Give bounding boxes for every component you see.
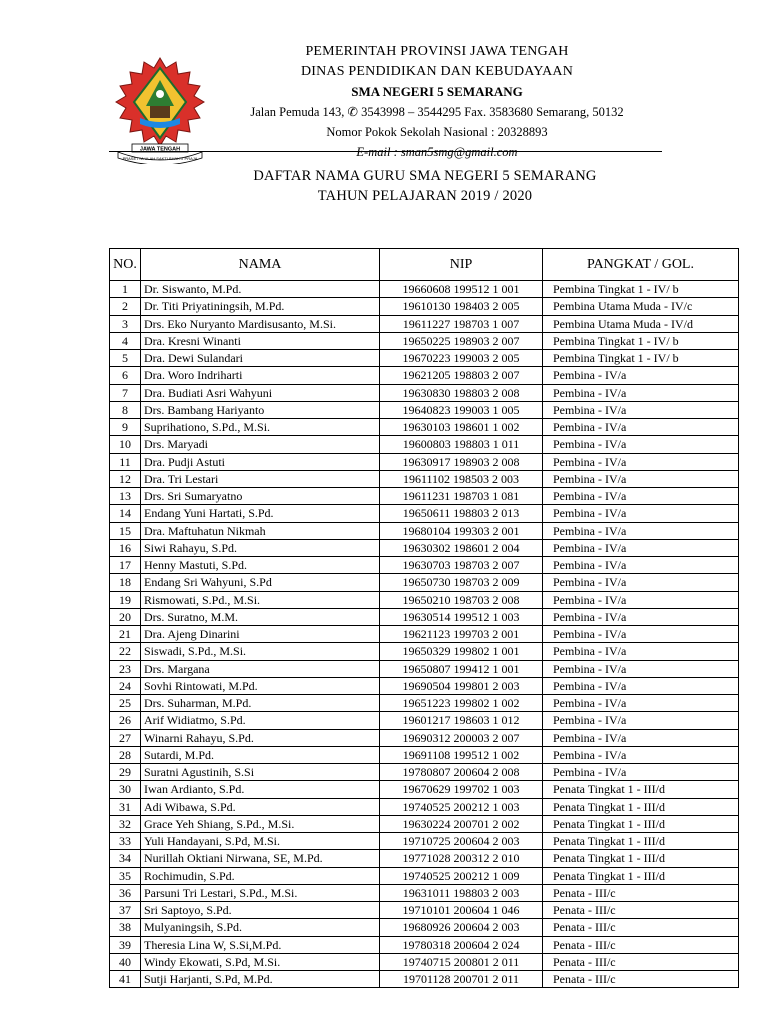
cell-no: 10 <box>110 436 141 453</box>
cell-nip: 19780318 200604 2 024 <box>380 936 543 953</box>
table-row <box>110 729 739 746</box>
cell-nama: Rochimudin, S.Pd. <box>141 867 380 884</box>
table-row <box>110 781 739 798</box>
cell-nip: 19740525 200212 1 009 <box>380 867 543 884</box>
cell-nip: 19650329 199802 1 001 <box>380 643 543 660</box>
cell-no: 28 <box>110 746 141 763</box>
cell-pangkat: Pembina - IV/a <box>543 522 739 539</box>
cell-no: 4 <box>110 332 141 349</box>
table-row <box>110 315 739 332</box>
cell-no: 26 <box>110 712 141 729</box>
cell-no: 39 <box>110 936 141 953</box>
cell-nip: 19650225 198903 2 007 <box>380 332 543 349</box>
cell-nip: 19621123 199703 2 001 <box>380 626 543 643</box>
cell-pangkat: Pembina - IV/a <box>543 695 739 712</box>
table-row <box>110 660 739 677</box>
cell-pangkat: Pembina - IV/a <box>543 746 739 763</box>
cell-pangkat: Pembina Tingkat 1 - IV/ b <box>543 281 739 298</box>
cell-pangkat: Pembina - IV/a <box>543 419 739 436</box>
teacher-table <box>109 248 739 988</box>
cell-nama: Sutji Harjanti, S.Pd, M.Pd. <box>141 971 380 988</box>
cell-pangkat: Pembina Tingkat 1 - IV/ b <box>543 350 739 367</box>
cell-nama: Drs. Bambang Hariyanto <box>141 401 380 418</box>
cell-pangkat: Pembina - IV/a <box>543 660 739 677</box>
cell-no: 2 <box>110 298 141 315</box>
cell-nip: 19621205 198803 2 007 <box>380 367 543 384</box>
cell-pangkat: Pembina - IV/a <box>543 453 739 470</box>
cell-nama: Dra. Kresni Winanti <box>141 332 380 349</box>
cell-pangkat: Pembina Utama Muda - IV/c <box>543 298 739 315</box>
cell-pangkat: Pembina - IV/a <box>543 591 739 608</box>
table-row <box>110 453 739 470</box>
cell-nip: 19650807 199412 1 001 <box>380 660 543 677</box>
column-header-no: NO. <box>110 249 141 281</box>
cell-no: 8 <box>110 401 141 418</box>
cell-nip: 19710101 200604 1 046 <box>380 902 543 919</box>
cell-pangkat: Pembina - IV/a <box>543 626 739 643</box>
cell-nip: 19651223 199802 1 002 <box>380 695 543 712</box>
cell-nip: 19690312 200003 2 007 <box>380 729 543 746</box>
cell-pangkat: Pembina - IV/a <box>543 401 739 418</box>
table-row <box>110 367 739 384</box>
cell-no: 14 <box>110 505 141 522</box>
cell-nama: Drs. Suratno, M.M. <box>141 608 380 625</box>
province-emblem-icon <box>104 54 216 164</box>
cell-no: 3 <box>110 315 141 332</box>
cell-nip: 19630302 198601 2 004 <box>380 539 543 556</box>
table-row <box>110 591 739 608</box>
cell-nip: 19691108 199512 1 002 <box>380 746 543 763</box>
cell-no: 38 <box>110 919 141 936</box>
cell-nama: Henny Mastuti, S.Pd. <box>141 557 380 574</box>
cell-pangkat: Pembina Utama Muda - IV/d <box>543 315 739 332</box>
cell-no: 19 <box>110 591 141 608</box>
table-row <box>110 902 739 919</box>
table-row <box>110 332 739 349</box>
cell-nip: 19710725 200604 2 003 <box>380 833 543 850</box>
cell-pangkat: Pembina - IV/a <box>543 470 739 487</box>
cell-pangkat: Penata Tingkat 1 - III/d <box>543 850 739 867</box>
cell-pangkat: Penata Tingkat 1 - III/d <box>543 781 739 798</box>
cell-no: 34 <box>110 850 141 867</box>
cell-pangkat: Pembina - IV/a <box>543 729 739 746</box>
cell-nip: 19680926 200604 2 003 <box>380 919 543 936</box>
table-row <box>110 436 739 453</box>
cell-no: 23 <box>110 660 141 677</box>
cell-no: 17 <box>110 557 141 574</box>
cell-pangkat: Pembina - IV/a <box>543 436 739 453</box>
cell-pangkat: Pembina - IV/a <box>543 764 739 781</box>
cell-no: 18 <box>110 574 141 591</box>
cell-nip: 19660608 199512 1 001 <box>380 281 543 298</box>
table-row <box>110 401 739 418</box>
letterhead-divider <box>109 151 662 152</box>
table-row <box>110 746 739 763</box>
cell-nama: Grace Yeh Shiang, S.Pd., M.Si. <box>141 815 380 832</box>
cell-no: 6 <box>110 367 141 384</box>
school-email: E-mail : sman5smg@gmail.com <box>356 145 518 159</box>
cell-nama: Endang Yuni Hartati, S.Pd. <box>141 505 380 522</box>
cell-pangkat: Pembina - IV/a <box>543 367 739 384</box>
table-row <box>110 712 739 729</box>
cell-nip: 19670629 199702 1 003 <box>380 781 543 798</box>
cell-nip: 19611102 198503 2 003 <box>380 470 543 487</box>
cell-pangkat: Pembina - IV/a <box>543 557 739 574</box>
table-row <box>110 470 739 487</box>
table-row <box>110 815 739 832</box>
letterhead-text <box>222 42 652 162</box>
cell-no: 20 <box>110 608 141 625</box>
cell-no: 22 <box>110 643 141 660</box>
cell-pangkat: Pembina - IV/a <box>543 488 739 505</box>
cell-nama: Sovhi Rintowati, M.Pd. <box>141 677 380 694</box>
cell-pangkat: Penata - III/c <box>543 919 739 936</box>
cell-nama: Suprihationo, S.Pd., M.Si. <box>141 419 380 436</box>
cell-no: 16 <box>110 539 141 556</box>
table-row <box>110 298 739 315</box>
table-row <box>110 608 739 625</box>
cell-nama: Dra. Ajeng Dinarini <box>141 626 380 643</box>
cell-nip: 19600803 198803 1 011 <box>380 436 543 453</box>
cell-nama: Mulyaningsih, S.Pd. <box>141 919 380 936</box>
cell-nama: Dra. Dewi Sulandari <box>141 350 380 367</box>
table-row <box>110 505 739 522</box>
table-header-row <box>110 249 739 281</box>
cell-pangkat: Pembina Tingkat 1 - IV/ b <box>543 332 739 349</box>
column-header-nama: NAMA <box>141 249 380 281</box>
cell-no: 29 <box>110 764 141 781</box>
cell-no: 32 <box>110 815 141 832</box>
cell-pangkat: Pembina - IV/a <box>543 505 739 522</box>
cell-nama: Sutardi, M.Pd. <box>141 746 380 763</box>
cell-nama: Siwi Rahayu, S.Pd. <box>141 539 380 556</box>
cell-nama: Drs. Margana <box>141 660 380 677</box>
cell-nip: 19630103 198601 1 002 <box>380 419 543 436</box>
school-name: SMA NEGERI 5 SEMARANG <box>351 84 523 99</box>
cell-pangkat: Penata - III/c <box>543 884 739 901</box>
table-row <box>110 557 739 574</box>
cell-pangkat: Pembina - IV/a <box>543 677 739 694</box>
table-row <box>110 884 739 901</box>
column-header-nip: NIP <box>380 249 543 281</box>
government-name: PEMERINTAH PROVINSI JAWA TENGAH <box>305 44 569 59</box>
cell-nama: Dra. Maftuhatun Nikmah <box>141 522 380 539</box>
table-row <box>110 867 739 884</box>
table-row <box>110 281 739 298</box>
cell-nama: Siswadi, S.Pd., M.Si. <box>141 643 380 660</box>
table-row <box>110 677 739 694</box>
school-npsn: Nomor Pokok Sekolah Nasional : 20328893 <box>326 125 548 139</box>
cell-nip: 19771028 200312 2 010 <box>380 850 543 867</box>
table-row <box>110 919 739 936</box>
cell-pangkat: Pembina - IV/a <box>543 384 739 401</box>
cell-pangkat: Penata - III/c <box>543 936 739 953</box>
table-row <box>110 419 739 436</box>
agency-name: DINAS PENDIDIKAN DAN KEBUDAYAAN <box>300 64 574 79</box>
cell-nip: 19780807 200604 2 008 <box>380 764 543 781</box>
cell-nama: Drs. Eko Nuryanto Mardisusanto, M.Si. <box>141 315 380 332</box>
cell-pangkat: Penata - III/c <box>543 953 739 970</box>
cell-pangkat: Penata Tingkat 1 - III/d <box>543 867 739 884</box>
cell-nama: Winarni Rahayu, S.Pd. <box>141 729 380 746</box>
cell-pangkat: Penata Tingkat 1 - III/d <box>543 833 739 850</box>
cell-no: 27 <box>110 729 141 746</box>
cell-no: 33 <box>110 833 141 850</box>
cell-no: 11 <box>110 453 141 470</box>
cell-pangkat: Pembina - IV/a <box>543 539 739 556</box>
emblem-caption-2: PRASETYA ULAH SAKTI BHAKTI PRAJA <box>122 156 198 161</box>
cell-nip: 19630514 199512 1 003 <box>380 608 543 625</box>
document-subtitle: TAHUN PELAJARAN 2019 / 2020 <box>317 188 533 204</box>
cell-nama: Drs. Suharman, M.Pd. <box>141 695 380 712</box>
cell-nama: Theresia Lina W, S.Si,M.Pd. <box>141 936 380 953</box>
cell-no: 9 <box>110 419 141 436</box>
cell-no: 36 <box>110 884 141 901</box>
cell-no: 31 <box>110 798 141 815</box>
table-row <box>110 522 739 539</box>
cell-nip: 19611231 198703 1 081 <box>380 488 543 505</box>
cell-no: 35 <box>110 867 141 884</box>
table-row <box>110 350 739 367</box>
school-address: Jalan Pemuda 143, ✆ 3543998 – 3544295 Fax. 3583680 Semarang, 50132 <box>250 105 624 119</box>
cell-nip: 19670223 199003 2 005 <box>380 350 543 367</box>
cell-nip: 19650611 198803 2 013 <box>380 505 543 522</box>
table-row <box>110 953 739 970</box>
cell-nama: Dr. Siswanto, M.Pd. <box>141 281 380 298</box>
cell-nama: Dr. Titi Priyatiningsih, M.Pd. <box>141 298 380 315</box>
cell-nama: Drs. Sri Sumaryatno <box>141 488 380 505</box>
cell-nip: 19630703 198703 2 007 <box>380 557 543 574</box>
cell-nama: Iwan Ardianto, S.Pd. <box>141 781 380 798</box>
cell-nama: Sri Saptoyo, S.Pd. <box>141 902 380 919</box>
cell-pangkat: Pembina - IV/a <box>543 712 739 729</box>
table-row <box>110 695 739 712</box>
cell-nip: 19680104 199303 2 001 <box>380 522 543 539</box>
table-row <box>110 850 739 867</box>
table-row <box>110 539 739 556</box>
cell-no: 30 <box>110 781 141 798</box>
cell-pangkat: Penata - III/c <box>543 902 739 919</box>
cell-no: 40 <box>110 953 141 970</box>
cell-nama: Adi Wibawa, S.Pd. <box>141 798 380 815</box>
table-row <box>110 971 739 988</box>
table-row <box>110 764 739 781</box>
cell-nip: 19601217 198603 1 012 <box>380 712 543 729</box>
table-row <box>110 488 739 505</box>
cell-no: 12 <box>110 470 141 487</box>
cell-nip: 19740525 200212 1 003 <box>380 798 543 815</box>
cell-no: 24 <box>110 677 141 694</box>
table-row <box>110 574 739 591</box>
cell-nip: 19630830 198803 2 008 <box>380 384 543 401</box>
cell-nama: Rismowati, S.Pd., M.Si. <box>141 591 380 608</box>
table-row <box>110 833 739 850</box>
cell-nip: 19630917 198903 2 008 <box>380 453 543 470</box>
cell-nama: Arif Widiatmo, S.Pd. <box>141 712 380 729</box>
cell-pangkat: Pembina - IV/a <box>543 574 739 591</box>
cell-pangkat: Penata Tingkat 1 - III/d <box>543 815 739 832</box>
table-row <box>110 798 739 815</box>
cell-pangkat: Pembina - IV/a <box>543 643 739 660</box>
cell-nama: Drs. Maryadi <box>141 436 380 453</box>
table-row <box>110 936 739 953</box>
cell-no: 37 <box>110 902 141 919</box>
teacher-table-body <box>110 281 739 988</box>
document-title: DAFTAR NAMA GURU SMA NEGERI 5 SEMARANG <box>253 168 597 184</box>
cell-nama: Yuli Handayani, S.Pd, M.Si. <box>141 833 380 850</box>
cell-nama: Nurillah Oktiani Nirwana, SE, M.Pd. <box>141 850 380 867</box>
cell-nip: 19650210 198703 2 008 <box>380 591 543 608</box>
cell-nip: 19640823 199003 1 005 <box>380 401 543 418</box>
document-title-block <box>0 166 768 206</box>
cell-nip: 19631011 198803 2 003 <box>380 884 543 901</box>
cell-nama: Windy Ekowati, S.Pd, M.Si. <box>141 953 380 970</box>
cell-nip: 19610130 198403 2 005 <box>380 298 543 315</box>
cell-nama: Dra. Woro Indriharti <box>141 367 380 384</box>
cell-no: 7 <box>110 384 141 401</box>
cell-no: 25 <box>110 695 141 712</box>
cell-no: 1 <box>110 281 141 298</box>
cell-no: 15 <box>110 522 141 539</box>
cell-no: 5 <box>110 350 141 367</box>
cell-nip: 19630224 200701 2 002 <box>380 815 543 832</box>
cell-nip: 19690504 199801 2 003 <box>380 677 543 694</box>
cell-no: 41 <box>110 971 141 988</box>
table-row <box>110 643 739 660</box>
cell-nip: 19611227 198703 1 007 <box>380 315 543 332</box>
table-row <box>110 626 739 643</box>
cell-nama: Endang Sri Wahyuni, S.Pd <box>141 574 380 591</box>
emblem-caption-1: JAWA TENGAH <box>139 146 181 153</box>
cell-nip: 19650730 198703 2 009 <box>380 574 543 591</box>
letterhead <box>100 40 660 161</box>
cell-nama: Dra. Tri Lestari <box>141 470 380 487</box>
cell-nip: 19740715 200801 2 011 <box>380 953 543 970</box>
cell-nama: Dra. Pudji Astuti <box>141 453 380 470</box>
cell-no: 13 <box>110 488 141 505</box>
cell-nama: Parsuni Tri Lestari, S.Pd., M.Si. <box>141 884 380 901</box>
cell-no: 21 <box>110 626 141 643</box>
cell-nama: Dra. Budiati Asri Wahyuni <box>141 384 380 401</box>
cell-pangkat: Penata Tingkat 1 - III/d <box>543 798 739 815</box>
cell-pangkat: Pembina - IV/a <box>543 608 739 625</box>
cell-nama: Suratni Agustinih, S.Si <box>141 764 380 781</box>
cell-nip: 19701128 200701 2 011 <box>380 971 543 988</box>
cell-pangkat: Penata - III/c <box>543 971 739 988</box>
table-row <box>110 384 739 401</box>
column-header-pangkat: PANGKAT / GOL. <box>543 249 739 281</box>
